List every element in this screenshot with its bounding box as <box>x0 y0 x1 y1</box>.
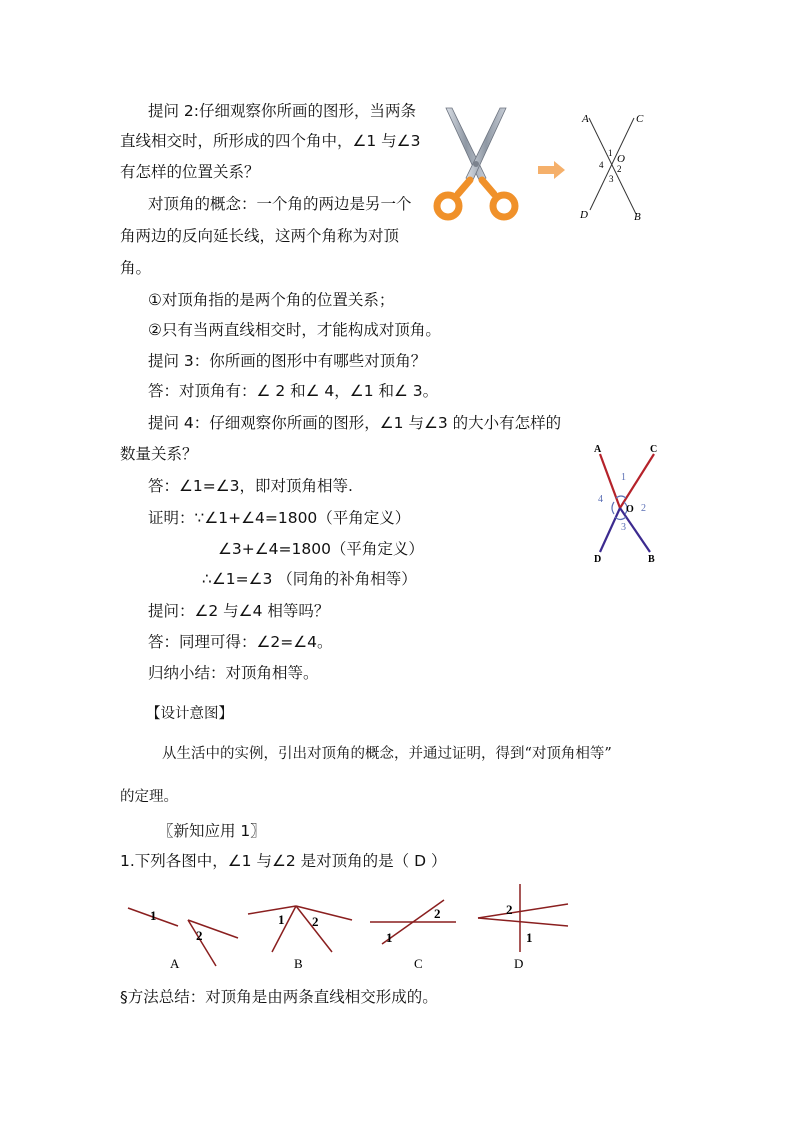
proof-line2: ∠3+∠4=1800（平角定义） <box>218 540 424 558</box>
angle-label-4: 4 <box>599 160 604 170</box>
concept-line3: 角。 <box>120 259 152 277</box>
q2-line3: 有怎样的位置关系？ <box>120 163 260 181</box>
q3-question: 提问 3：你所画的图形中有哪些对顶角？ <box>148 352 427 370</box>
angle-label-2: 2 <box>617 164 622 174</box>
point-label-A: A <box>594 444 602 455</box>
option-figure-c <box>370 900 456 971</box>
point-label-C: C <box>650 444 658 455</box>
summary: 归纳小结：对顶角相等。 <box>148 664 319 682</box>
design-line1: 从生活中的实例，引出对顶角的概念，并通过证明，得到“对顶角相等” <box>162 746 612 762</box>
right-arrow-icon <box>536 160 566 180</box>
option-b-angle-2: 2 <box>312 914 319 929</box>
exercise-heading: 〖新知应用 1〗 <box>158 822 266 840</box>
point-label-O: O <box>617 153 625 165</box>
point-label-B: B <box>648 554 655 565</box>
point-label-C: C <box>636 113 644 125</box>
option-figure-a <box>128 908 238 971</box>
concept-line1: 对顶角的概念：一个角的两边是另一个 <box>148 195 412 213</box>
q3-answer: 答：对顶角有：∠ 2 和∠ 4，∠1 和∠ 3。 <box>148 382 439 400</box>
option-label-b: B <box>294 956 303 971</box>
proof-line1: 证明：∵∠1+∠4=1800（平角定义） <box>148 509 411 527</box>
option-label-a: A <box>170 956 180 971</box>
note-2: ②只有当两直线相交时，才能构成对顶角。 <box>148 321 441 339</box>
q4-line2: 数量关系？ <box>120 445 198 463</box>
q2-line2: 直线相交时，所形成的四个角中，∠1 与∠3 <box>120 132 421 150</box>
angle-label-2: 2 <box>641 503 646 514</box>
angle-label-3: 3 <box>609 174 614 184</box>
option-d-angle-1: 1 <box>526 930 533 945</box>
proof-line3: ∴∠1=∠3 （同角的补角相等） <box>202 570 417 588</box>
point-label-D: D <box>580 209 588 221</box>
q4-line1: 提问 4：仔细观察你所画的图形，∠1 与∠3 的大小有怎样的 <box>148 414 562 432</box>
option-c-angle-1: 1 <box>386 930 393 945</box>
angle-label-4: 4 <box>598 494 603 505</box>
point-label-B: B <box>634 211 641 223</box>
intersecting-lines-figure-top <box>572 106 652 226</box>
option-a-angle-1: 1 <box>150 908 157 923</box>
exercise-question: 1.下列各图中，∠1 与∠2 是对顶角的是（ D ） <box>120 852 447 870</box>
option-c-angle-2: 2 <box>434 906 441 921</box>
design-line2: 的定理。 <box>120 789 178 805</box>
option-label-d: D <box>514 956 524 971</box>
point-label-A: A <box>582 113 589 125</box>
concept-line2: 角两边的反向延长线，这两个角称为对顶 <box>120 227 400 245</box>
design-heading: 【设计意图】 <box>146 706 233 722</box>
angle-label-3: 3 <box>621 522 626 533</box>
q2-line1: 提问 2:仔细观察你所画的图形，当两条 <box>148 102 417 120</box>
option-b-angle-1: 1 <box>278 912 285 927</box>
scissors-icon <box>428 104 524 224</box>
point-label-D: D <box>594 554 602 565</box>
option-d-angle-2: 2 <box>506 902 513 917</box>
option-figure-b <box>248 906 352 971</box>
note-1: ①对顶角指的是两个角的位置关系； <box>148 291 395 309</box>
point-label-O: O <box>626 504 634 515</box>
option-figures <box>120 880 580 976</box>
option-figure-d <box>478 884 568 971</box>
method-summary: §方法总结：对顶角是由两条直线相交形成的。 <box>120 988 438 1006</box>
option-label-c: C <box>414 956 423 971</box>
intersecting-lines-figure-colored <box>588 440 664 566</box>
q5-answer: 答：同理可得：∠2=∠4。 <box>148 633 333 651</box>
angle-label-1: 1 <box>608 148 613 158</box>
q4-answer: 答：∠1=∠3，即对顶角相等. <box>148 477 353 495</box>
option-a-angle-2: 2 <box>196 928 203 943</box>
q5-question: 提问：∠2 与∠4 相等吗？ <box>148 602 330 620</box>
angle-label-1: 1 <box>621 472 626 483</box>
